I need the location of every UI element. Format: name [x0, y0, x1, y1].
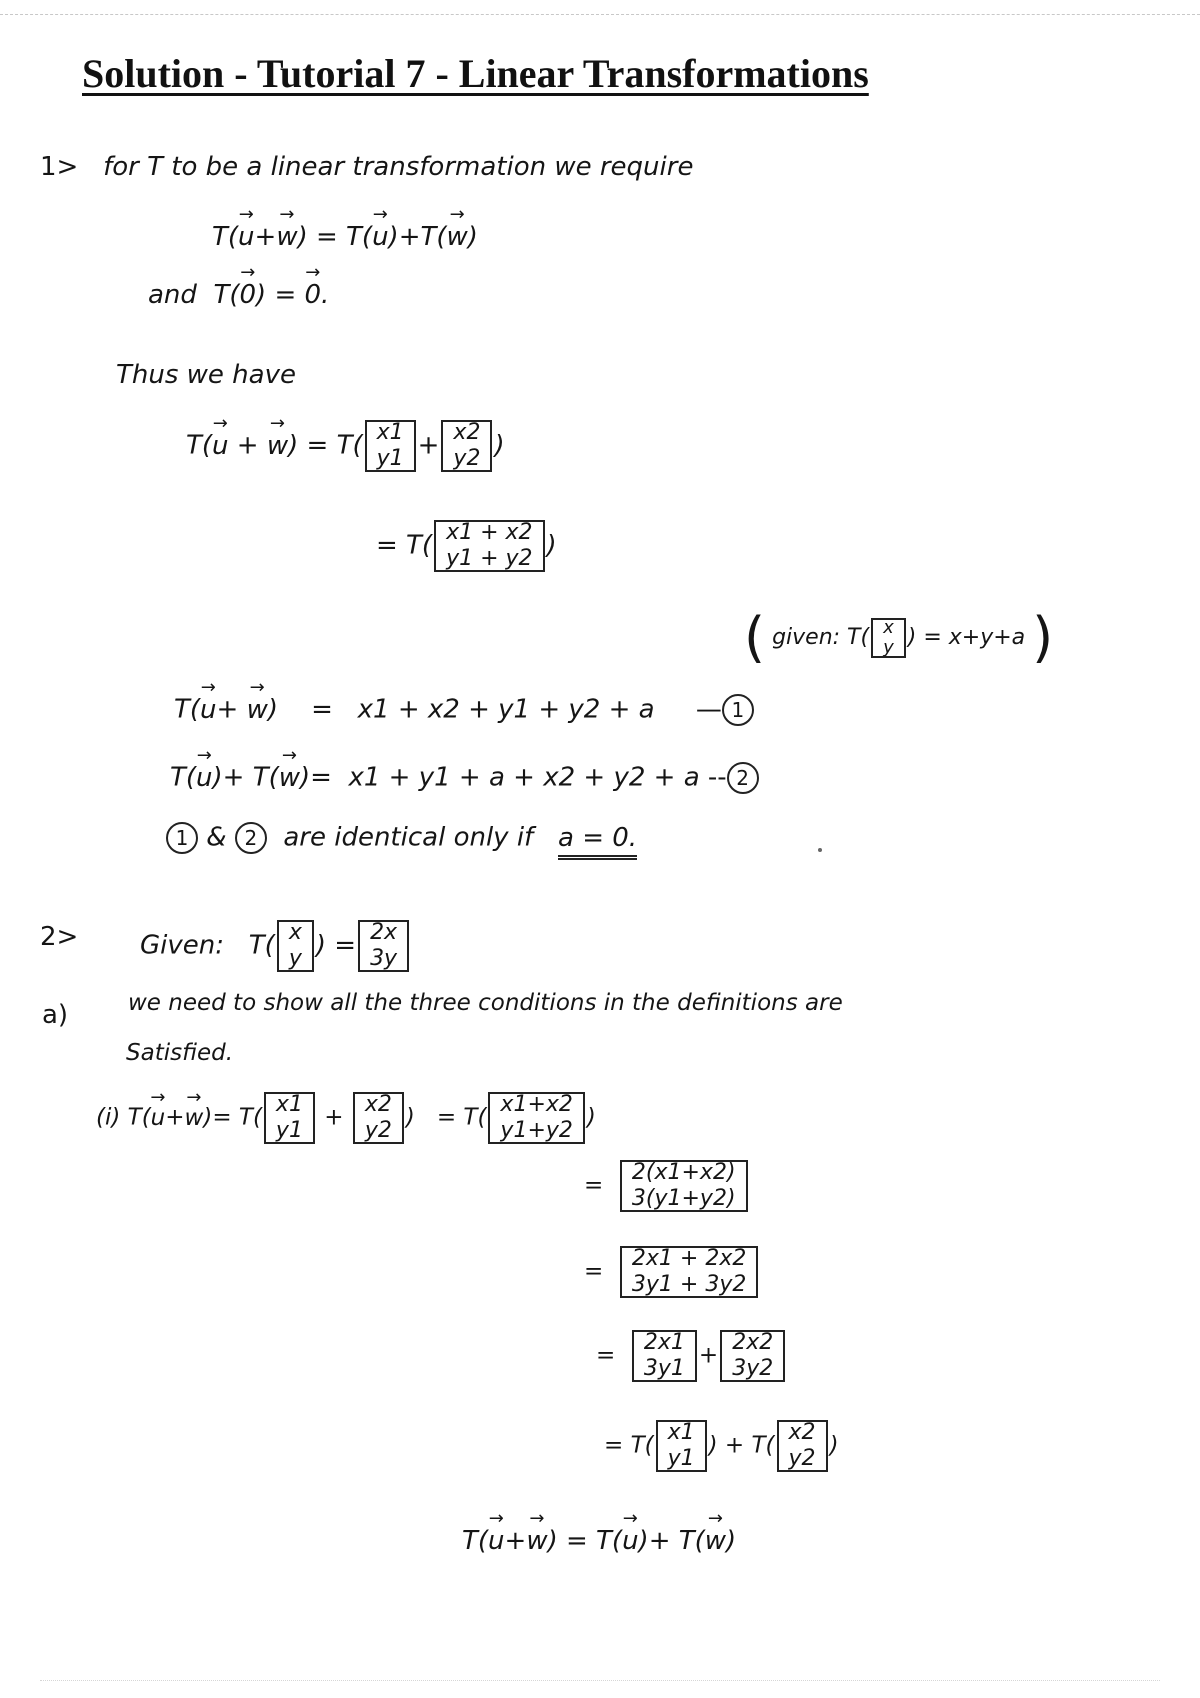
- equation-tag-1: 1: [722, 694, 754, 726]
- matrix-entry: 2x1 + 2x2: [631, 1246, 747, 1271]
- text-fragment: =: [596, 1342, 616, 1369]
- matrix-entry: 3y: [370, 946, 398, 971]
- text-fragment: are identical only if: [283, 822, 534, 853]
- q2-final-result: [462, 1526, 736, 1556]
- text-fragment: ): [726, 1526, 737, 1556]
- matrix-x-y: [871, 618, 906, 658]
- matrix-entry: x1 + x2: [446, 520, 533, 545]
- text-fragment: T(: [170, 762, 197, 793]
- text-fragment: +: [504, 1526, 527, 1556]
- text-fragment: T(: [462, 1526, 489, 1556]
- text-fragment: +: [324, 1104, 344, 1131]
- answer-a-equals-zero: a = 0.: [558, 823, 637, 860]
- text-fragment: ): [405, 1104, 415, 1131]
- matrix-entry: x2: [364, 1092, 392, 1117]
- text-fragment: +: [698, 1342, 719, 1369]
- text-fragment: &: [206, 822, 227, 853]
- q2-step-r2: [584, 1246, 760, 1298]
- matrix-entry: x: [883, 617, 894, 638]
- text-fragment: T(: [186, 430, 213, 461]
- vector-w: w →: [447, 222, 468, 252]
- text-fragment: ) + T(: [708, 1432, 775, 1459]
- matrix-entry: y1: [376, 446, 404, 471]
- matrix-entry: y1: [667, 1446, 695, 1471]
- q2-part-a-label: a): [42, 1000, 69, 1030]
- matrix-entry: y: [288, 946, 302, 971]
- matrix-entry: 2x: [370, 920, 398, 945]
- text-fragment: (: [744, 606, 766, 669]
- vector-u: u →: [200, 695, 216, 725]
- text-fragment: = T(: [376, 530, 433, 561]
- matrix-entry: y2: [788, 1446, 816, 1471]
- text-fragment: =: [584, 1172, 604, 1199]
- matrix-entry: y1+y2: [500, 1118, 573, 1143]
- text-fragment: ): [494, 430, 505, 461]
- text-fragment: +: [417, 430, 440, 461]
- text-fragment: ): [267, 694, 278, 725]
- vector-w: w →: [267, 431, 288, 461]
- scan-edge-line: [40, 1680, 1160, 1681]
- matrix-x1-y1: [365, 420, 416, 472]
- text-fragment: +: [165, 1104, 185, 1131]
- q2-line1: we need to show all the three conditions in the definitions are: [128, 990, 843, 1016]
- q1-intro-line: [40, 152, 693, 182]
- vector-u: u →: [372, 222, 388, 252]
- matrix-x2-y2: [353, 1092, 404, 1144]
- q1-step2: [376, 520, 557, 572]
- text-fragment: )+T(: [388, 222, 447, 252]
- q1-equation-1: T(u →+ w →) = x1 + x2 + y1 + y2 + a — 1: [174, 694, 754, 726]
- vector-zero: 0 →: [305, 280, 322, 310]
- text-fragment: T(: [174, 694, 201, 725]
- matrix-entry: 3y1: [643, 1356, 685, 1381]
- page-title: Solution - Tutorial 7 - Linear Transformations: [82, 51, 869, 96]
- text-fragment: )= T(: [203, 1104, 262, 1131]
- matrix-entry: 2x2: [732, 1330, 774, 1355]
- matrix-entry: 3y2: [732, 1356, 774, 1381]
- text-fragment: x1 + x2 + y1 + y2 + a: [357, 694, 655, 725]
- equation-tag-2: 2: [235, 822, 267, 854]
- vector-zero: 0 →: [239, 280, 256, 310]
- q1-thus-line: Thus we have: [116, 360, 296, 390]
- matrix-entry: x1: [275, 1092, 303, 1117]
- q1-condition-additivity: [212, 222, 478, 252]
- text-fragment: ) = T(: [547, 1526, 623, 1556]
- text-fragment: ) = T(: [297, 222, 373, 252]
- matrix-entry: y2: [453, 446, 481, 471]
- matrix-x1-y1: [656, 1420, 707, 1472]
- matrix-entry: x1: [667, 1420, 695, 1445]
- text-fragment: ): [586, 1104, 596, 1131]
- matrix-2x2-3y2: [720, 1330, 785, 1382]
- text-fragment: =: [311, 694, 333, 725]
- matrix-entry: y: [883, 637, 894, 658]
- vector-u: u →: [622, 1526, 638, 1556]
- matrix-entry: 3y1 + 3y2: [631, 1272, 747, 1297]
- scan-edge-line: [0, 14, 1200, 15]
- matrix-entry: x2: [453, 420, 481, 445]
- equation-tag-2: 2: [727, 762, 759, 794]
- vector-w: w →: [705, 1526, 726, 1556]
- vector-w: w →: [526, 1526, 547, 1556]
- text-fragment: T(: [248, 930, 275, 961]
- text-fragment: ): [1032, 606, 1054, 669]
- q2-step-r3: [596, 1330, 787, 1382]
- matrix-entry: x2: [788, 1420, 816, 1445]
- vector-w: w →: [185, 1105, 204, 1131]
- text-fragment: )+ T(: [212, 762, 279, 793]
- q2-step-r1: [584, 1160, 750, 1212]
- matrix-sum: [434, 520, 544, 572]
- matrix-entry: 2(x1+x2): [631, 1160, 736, 1185]
- matrix-entry: 3(y1+y2): [631, 1186, 736, 1211]
- text-fragment: given: T(: [772, 625, 870, 650]
- text-fragment: +: [216, 694, 247, 725]
- vector-u: u →: [238, 222, 254, 252]
- text-fragment: ) = x+y+a: [907, 625, 1026, 650]
- matrix-sum: [488, 1092, 584, 1144]
- q1-step1: [186, 420, 505, 472]
- matrix-expanded: [620, 1246, 758, 1298]
- q1-equation-2: T(u →)+ T(w →)= x1 + y1 + a + x2 + y2 + a -- 2: [170, 762, 759, 794]
- text-fragment: ) =: [315, 930, 357, 961]
- vector-w: w →: [279, 763, 300, 793]
- vector-u: u →: [196, 763, 212, 793]
- text-fragment: = T(: [436, 1104, 487, 1131]
- q2-number: 2>: [40, 922, 79, 952]
- q1-conclusion: [166, 822, 637, 854]
- matrix-x2-y2: [777, 1420, 828, 1472]
- text-fragment: )+ T(: [638, 1526, 705, 1556]
- matrix-2x-3y: [358, 920, 409, 972]
- vector-w: w →: [247, 695, 268, 725]
- matrix-x2-y2: [441, 420, 492, 472]
- text-fragment: +: [254, 222, 277, 252]
- text-fragment: T(: [212, 222, 239, 252]
- text-fragment: ) = T(: [288, 430, 363, 461]
- stray-mark: [818, 848, 822, 852]
- text-fragment: T(: [213, 280, 240, 310]
- matrix-x1-y1: [264, 1092, 315, 1144]
- q2-step-r4: [604, 1420, 839, 1472]
- matrix-entry: y2: [364, 1118, 392, 1143]
- text-fragment: .: [321, 280, 330, 310]
- text-fragment: =: [584, 1258, 604, 1285]
- vector-u: u →: [212, 431, 228, 461]
- equation-tag-1: 1: [166, 822, 198, 854]
- q2-given-line: [140, 920, 411, 972]
- matrix-entry: y1 + y2: [446, 546, 533, 571]
- matrix-entry: x1+x2: [500, 1092, 573, 1117]
- matrix-entry: x: [288, 920, 302, 945]
- text-fragment: and: [148, 280, 197, 310]
- text-fragment: x1 + y1 + a + x2 + y2 + a: [348, 762, 700, 793]
- q2-line2: Satisfied.: [126, 1040, 234, 1066]
- text-fragment: = T(: [604, 1432, 654, 1459]
- q2-part-i: [96, 1092, 596, 1144]
- text-fragment: )=: [300, 762, 332, 793]
- text-fragment: ): [467, 222, 478, 252]
- matrix-entry: y1: [275, 1118, 303, 1143]
- q1-number: 1>: [40, 152, 79, 182]
- matrix-entry: x1: [376, 420, 404, 445]
- q1-condition-zero: [148, 280, 329, 310]
- matrix-x-y: [277, 920, 314, 972]
- matrix-2x1-3y1: [632, 1330, 697, 1382]
- matrix-scaled-sum: [620, 1160, 748, 1212]
- q1-intro-text: for T to be a linear transformation we require: [103, 152, 694, 182]
- text-fragment: Given:: [140, 930, 224, 961]
- text-fragment: ): [829, 1432, 839, 1459]
- text-fragment: ): [546, 530, 557, 561]
- text-fragment: +: [228, 430, 267, 461]
- vector-u: u →: [488, 1526, 504, 1556]
- matrix-entry: 2x1: [643, 1330, 685, 1355]
- text-fragment: ) =: [256, 280, 305, 310]
- text-fragment: (i) T(: [96, 1104, 151, 1131]
- vector-w: w →: [276, 222, 297, 252]
- q1-given-note: [744, 606, 1054, 669]
- vector-u: u →: [151, 1105, 166, 1131]
